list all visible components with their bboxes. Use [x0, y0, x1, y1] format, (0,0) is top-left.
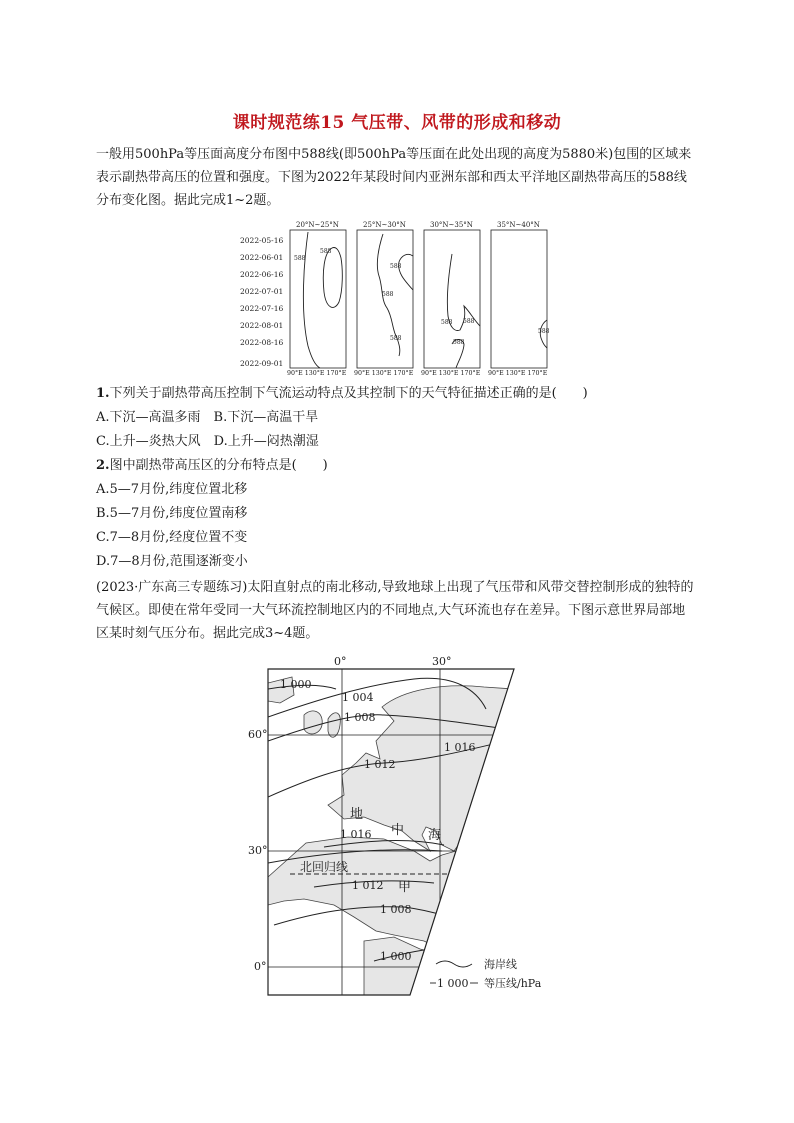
subtropical-high-figure [238, 216, 556, 376]
isobar-label: 1 004 [342, 691, 374, 704]
contour-label: 588 [382, 291, 394, 298]
panel-title: 25°N~30°N [363, 221, 406, 229]
latitude-label: 0° [254, 960, 267, 973]
latitude-label: 60° [248, 728, 268, 741]
question-1-options-ab: A.下沉—高温多雨 B.下沉—高温干旱 [96, 410, 319, 425]
sea-label-char: 地 [350, 807, 364, 822]
contour-label: 588 [538, 328, 550, 335]
panel-axis-label: 90°E 130°E 170°E [488, 370, 548, 376]
isobar-label: 1 000 [380, 950, 412, 963]
question-2-option-d: D.7—8月份,范围逐渐变小 [96, 554, 248, 569]
panel-axis-label: 90°E 130°E 170°E [421, 370, 481, 376]
question-2-option-b: B.5—7月份,纬度位置南移 [96, 506, 248, 521]
date-label: 2022-05-16 [240, 236, 284, 245]
contour-label: 588 [294, 255, 306, 262]
point-label: 甲 [398, 880, 412, 895]
isobar-label: 1 016 [340, 828, 372, 841]
sea-label-char: 中 [391, 823, 405, 838]
longitude-label: 0° [334, 655, 347, 668]
isobar-label: 1 008 [380, 903, 412, 916]
panel-title: 20°N~25°N [296, 221, 339, 229]
date-label: 2022-06-16 [240, 270, 284, 279]
legend-isobar-sample: 1 000 [437, 977, 469, 990]
date-label: 2022-07-01 [240, 287, 284, 296]
intro-paragraph-1: 一般用500hPa等压面高度分布图中588线(即500hPa等压面在此处出现的高度为5880米)包围的区域来表示副热带高压的位置和强度。下图为2022年某段时间内亚洲东部和西太平洋地区副热带高压的588线分布变化图。据此完成1~2题。 [96, 147, 692, 208]
contour-label: 588 [441, 319, 453, 326]
tropic-label: 北回归线 [300, 860, 349, 874]
latitude-label: 30° [248, 844, 268, 857]
map-legend [430, 957, 542, 990]
panel-title: 35°N~40°N [497, 221, 540, 229]
contour-label: 588 [390, 263, 402, 270]
legend-isobar-label: 等压线/hPa [484, 977, 542, 990]
isobar-label: 1 008 [344, 711, 376, 724]
question-1-options-cd: C.上升—炎热大风 D.上升—闷热潮湿 [96, 434, 319, 449]
date-label: 2022-08-01 [240, 321, 284, 330]
contour-label: 588 [463, 318, 475, 325]
pressure-map-figure [244, 655, 564, 1000]
isobar-label: 1 000 [280, 678, 312, 691]
date-label: 2022-06-01 [240, 253, 284, 262]
date-label: 2022-09-01 [240, 359, 284, 368]
intro-paragraph-2: (2023·广东高三专题练习)太阳直射点的南北移动,导致地球上出现了气压带和风带交替控制形成的独特的气候区。即使在常年受同一大气环流控制地区内的不同地点,大气环流也存在差异。下图示意世界局部地区某时刻气压分布。据此完成3~4题。 [96, 580, 694, 641]
question-2-option-a: A.5—7月份,纬度位置北移 [96, 482, 248, 497]
question-1-stem: 1.下列关于副热带高压控制下气流运动特点及其控制下的天气特征描述正确的是( ) [96, 386, 588, 401]
panel-axis-label: 90°E 130°E 170°E [287, 370, 347, 376]
isobar-label: 1 012 [352, 879, 384, 892]
isobar-label: 1 016 [444, 741, 476, 754]
longitude-label: 30° [432, 655, 452, 668]
panel-axis-label: 90°E 130°E 170°E [354, 370, 414, 376]
question-2-option-c: C.7—8月份,经度位置不变 [96, 530, 248, 545]
contour-label: 588 [390, 335, 402, 342]
legend-coastline-label: 海岸线 [484, 958, 517, 971]
page-title: 课时规范练15 气压带、风带的形成和移动 [232, 113, 562, 133]
isobar-label: 1 012 [364, 758, 396, 771]
date-label: 2022-07-16 [240, 304, 284, 313]
date-label: 2022-08-16 [240, 338, 284, 347]
question-2-stem: 2.图中副热带高压区的分布特点是( ) [96, 458, 328, 473]
contour-label: 588 [453, 339, 465, 346]
sea-label-char: 海 [428, 828, 442, 843]
panel-title: 30°N~35°N [430, 221, 473, 229]
contour-label: 588 [320, 248, 332, 255]
